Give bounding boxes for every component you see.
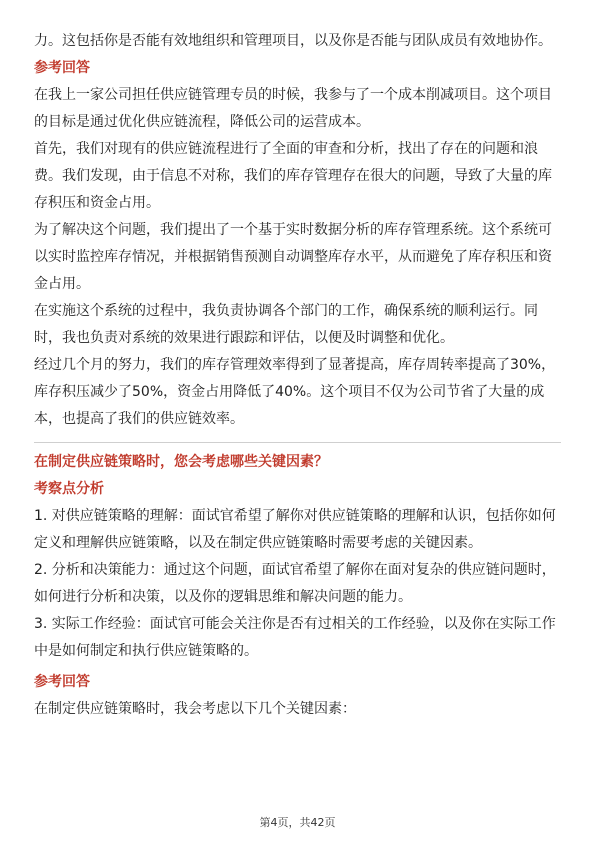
analysis-item: 2. 分析和决策能力：通过这个问题，面试官希望了解你在面对复杂的供应链问题时，如何进行分析和决策，以及你的逻辑思维和解决问题的能力。 bbox=[34, 562, 556, 605]
answer-paragraph: 在我上一家公司担任供应链管理专员的时候，我参与了一个成本削减项目。这个项目的目标是通过优化供应链流程，降低公司的运营成本。 bbox=[34, 87, 552, 130]
page-number: 第4页，共42页 bbox=[259, 816, 336, 829]
section-divider bbox=[34, 442, 561, 443]
answer-paragraph: 首先，我们对现有的供应链流程进行了全面的审查和分析，找出了存在的问题和浪费。我们发现，由于信息不对称，我们的库存管理存在很大的问题，导致了大量的库存积压和资金占用。 bbox=[34, 141, 552, 211]
analysis-item: 3. 实际工作经验：面试官可能会关注你是否有过相关的工作经验，以及你在实际工作中是如何制定和执行供应链策略的。 bbox=[34, 616, 556, 659]
answer-paragraph: 经过几个月的努力，我们的库存管理效率得到了显著提高，库存周转率提高了30%，库存积压减少了50%，资金占用降低了40%。这个项目不仅为公司节省了大量的成本，也提高了我们的供应链效率。 bbox=[34, 357, 556, 427]
analysis-item: 1. 对供应链策略的理解：面试官希望了解你对供应链策略的理解和认识，包括你如何定义和理解供应链策略，以及在制定供应链策略时需要考虑的关键因素。 bbox=[34, 508, 556, 551]
analysis-heading: 考察点分析 bbox=[34, 481, 104, 497]
answer-paragraph: 在实施这个系统的过程中，我负责协调各个部门的工作，确保系统的顺利运行。同时，我也负责对系统的效果进行跟踪和评估，以便及时调整和优化。 bbox=[34, 303, 538, 346]
page-content bbox=[34, 28, 561, 723]
reference-answer-heading: 参考回答 bbox=[34, 674, 90, 690]
answer-paragraph: 为了解决这个问题，我们提出了一个基于实时数据分析的库存管理系统。这个系统可以实时监控库存情况，并根据销售预测自动调整库存水平，从而避免了库存积压和资金占用。 bbox=[34, 222, 552, 292]
question-heading: 在制定供应链策略时，您会考虑哪些关键因素？ bbox=[34, 454, 328, 470]
reference-answer-heading: 参考回答 bbox=[34, 60, 90, 76]
answer-paragraph: 在制定供应链策略时，我会考虑以下几个关键因素： bbox=[34, 701, 356, 717]
intro-paragraph: 力。这包括你是否能有效地组织和管理项目，以及你是否能与团队成员有效地协作。 bbox=[34, 33, 552, 49]
